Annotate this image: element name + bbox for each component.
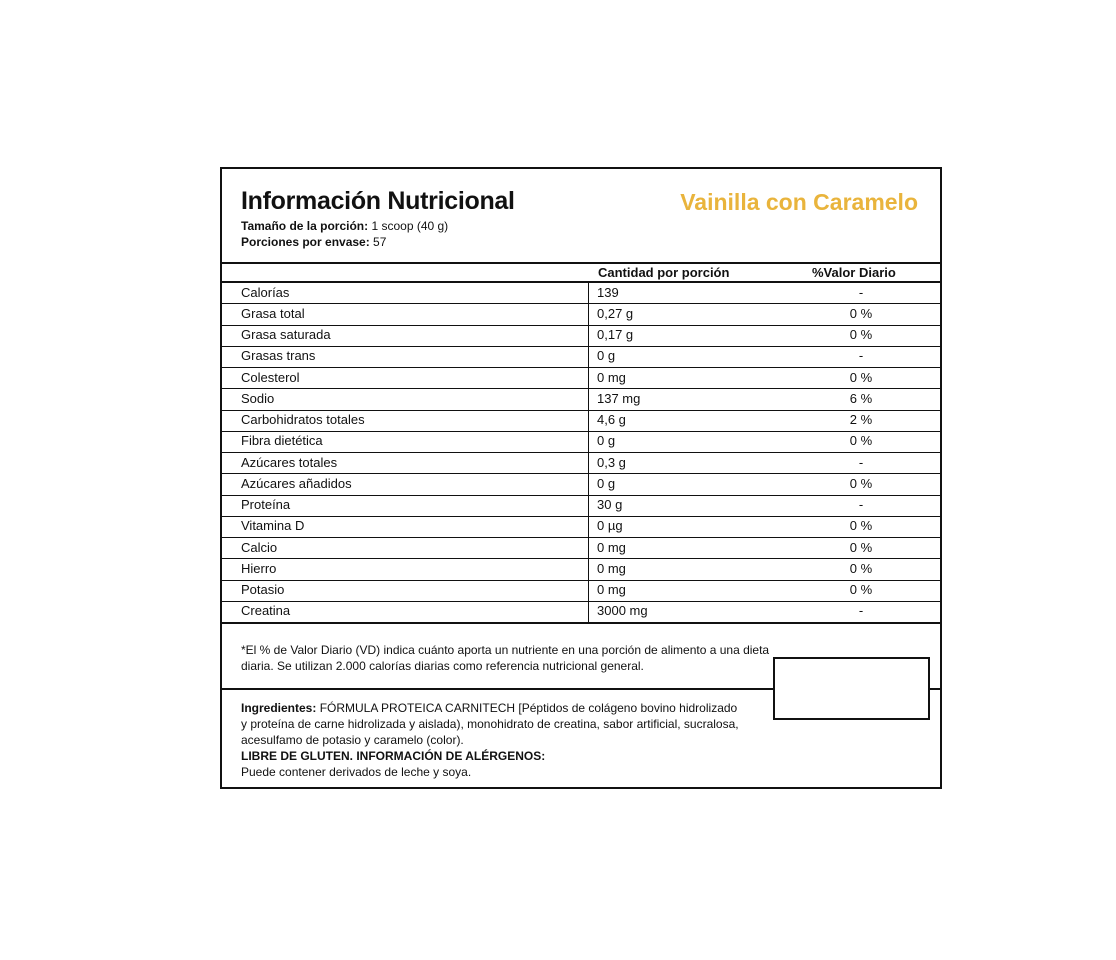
nutrient-name: Creatina: [241, 603, 291, 619]
nutrient-row: [222, 431, 940, 452]
nutrient-row: [222, 495, 940, 516]
ingredients-text: [241, 700, 741, 748]
nutrient-daily-value: 0 %: [849, 369, 873, 385]
nutrition-label: [220, 167, 942, 789]
nutrient-name: Calcio: [241, 539, 278, 555]
nutrient-daily-value: 6 %: [849, 390, 873, 406]
nutrient-amount: 0,17 g: [597, 327, 634, 343]
nutrient-amount: 0,3 g: [597, 454, 626, 470]
nutrient-daily-value: 0 %: [849, 475, 873, 491]
servings-value: 57: [369, 235, 387, 249]
nutrient-daily-value: 0 %: [849, 560, 873, 576]
nutrient-row: [222, 282, 940, 303]
nutrient-amount: 4,6 g: [597, 412, 626, 428]
nutrient-name: Fibra dietética: [241, 433, 323, 449]
nutrient-name: Azúcares totales: [241, 454, 338, 470]
nutrient-name: Calorías: [241, 284, 290, 300]
nutrient-amount: 0 mg: [597, 369, 626, 385]
nutrient-daily-value: 0 %: [849, 539, 873, 555]
nutrient-name: Colesterol: [241, 369, 300, 385]
nutrient-row: [222, 558, 940, 579]
nutrient-amount: 30 g: [597, 497, 623, 513]
nutrient-amount: 3000 mg: [597, 603, 648, 619]
nutrient-amount: 0 g: [597, 433, 616, 449]
serving-size-label: Tamaño de la porción:: [241, 219, 369, 233]
nutrient-name: Vitamina D: [241, 518, 305, 534]
nutrient-name: Potasio: [241, 582, 285, 598]
nutrient-amount: 0 mg: [597, 582, 626, 598]
column-header-daily-value: %Valor Diario: [812, 265, 896, 280]
nutrient-name: Sodio: [241, 390, 275, 406]
ingredients-list: FÓRMULA PROTEICA CARNITECH [Péptidos de colágeno bovino hidrolizado y proteína de carne hidrolizada y aislada), monohidrato de creatina, sabor artificial, sucralosa, acesulfamo de potasio y caramelo (color).: [241, 701, 739, 747]
nutrient-daily-value: 0 %: [849, 433, 873, 449]
nutrient-row: [222, 473, 940, 494]
servings-label: Porciones por envase:: [241, 235, 370, 249]
nutrient-name: Grasa saturada: [241, 327, 331, 343]
nutrient-amount: 0 mg: [597, 539, 626, 555]
nutrient-amount: 0 g: [597, 348, 616, 364]
nutrient-amount: 137 mg: [597, 390, 641, 406]
nutrient-amount: 0 µg: [597, 518, 623, 534]
allergen-text: Puede contener derivados de leche y soya.: [241, 765, 472, 779]
nutrient-daily-value: -: [858, 603, 864, 619]
nutrient-daily-value: 2 %: [849, 412, 873, 428]
nutrient-name: Carbohidratos totales: [241, 412, 365, 428]
ingredients-section: [241, 700, 741, 780]
nutrient-row: [222, 325, 940, 346]
nutrient-daily-value: 0 %: [849, 518, 873, 534]
nutrient-name: Proteína: [241, 497, 291, 513]
nutrient-amount: 139: [597, 284, 619, 300]
flavor-name: Vainilla con Caramelo: [680, 189, 918, 215]
column-divider: [588, 283, 589, 622]
lot-box: [773, 657, 930, 720]
nutrient-daily-value: -: [858, 497, 864, 513]
nutrient-row: [222, 410, 940, 431]
nutrient-row: [222, 388, 940, 409]
nutrient-name: Grasas trans: [241, 348, 316, 364]
ingredients-label: Ingredientes:: [241, 701, 317, 715]
divider: [222, 262, 940, 264]
nutrient-name: Grasa total: [241, 305, 305, 321]
column-header-amount: Cantidad por porción: [598, 265, 730, 280]
nutrient-amount: 0 g: [597, 475, 616, 491]
allergen-title: LIBRE DE GLUTEN. INFORMACIÓN DE ALÉRGENOS:: [241, 749, 546, 763]
label-title: Información Nutricional: [241, 187, 515, 215]
nutrient-row: [222, 452, 940, 473]
nutrient-name: Azúcares añadidos: [241, 475, 352, 491]
nutrient-daily-value: -: [858, 348, 864, 364]
serving-size-value: 1 scoop (40 g): [368, 219, 449, 233]
nutrient-row: [222, 367, 940, 388]
nutrient-row: [222, 580, 940, 601]
nutrient-row: [222, 601, 940, 622]
nutrient-amount: 0,27 g: [597, 305, 634, 321]
nutrient-daily-value: -: [858, 284, 864, 300]
nutrient-amount: 0 mg: [597, 560, 626, 576]
nutrient-name: Hierro: [241, 560, 277, 576]
nutrient-daily-value: 0 %: [849, 305, 873, 321]
nutrient-daily-value: -: [858, 454, 864, 470]
nutrient-daily-value: 0 %: [849, 327, 873, 343]
servings-per-container: [241, 235, 386, 249]
label-header: [222, 169, 940, 263]
nutrient-row: [222, 346, 940, 367]
divider: [222, 622, 940, 624]
nutrient-row: [222, 303, 940, 324]
nutrient-row: [222, 537, 940, 558]
daily-value-footnote: *El % de Valor Diario (VD) indica cuánto aporta un nutriente en una porción de alimento a una dieta diaria. Se utilizan 2.000 calorías diarias como referencia nutricional general.: [241, 643, 770, 673]
serving-size: [241, 219, 448, 233]
nutrient-daily-value: 0 %: [849, 582, 873, 598]
nutrient-row: [222, 516, 940, 537]
